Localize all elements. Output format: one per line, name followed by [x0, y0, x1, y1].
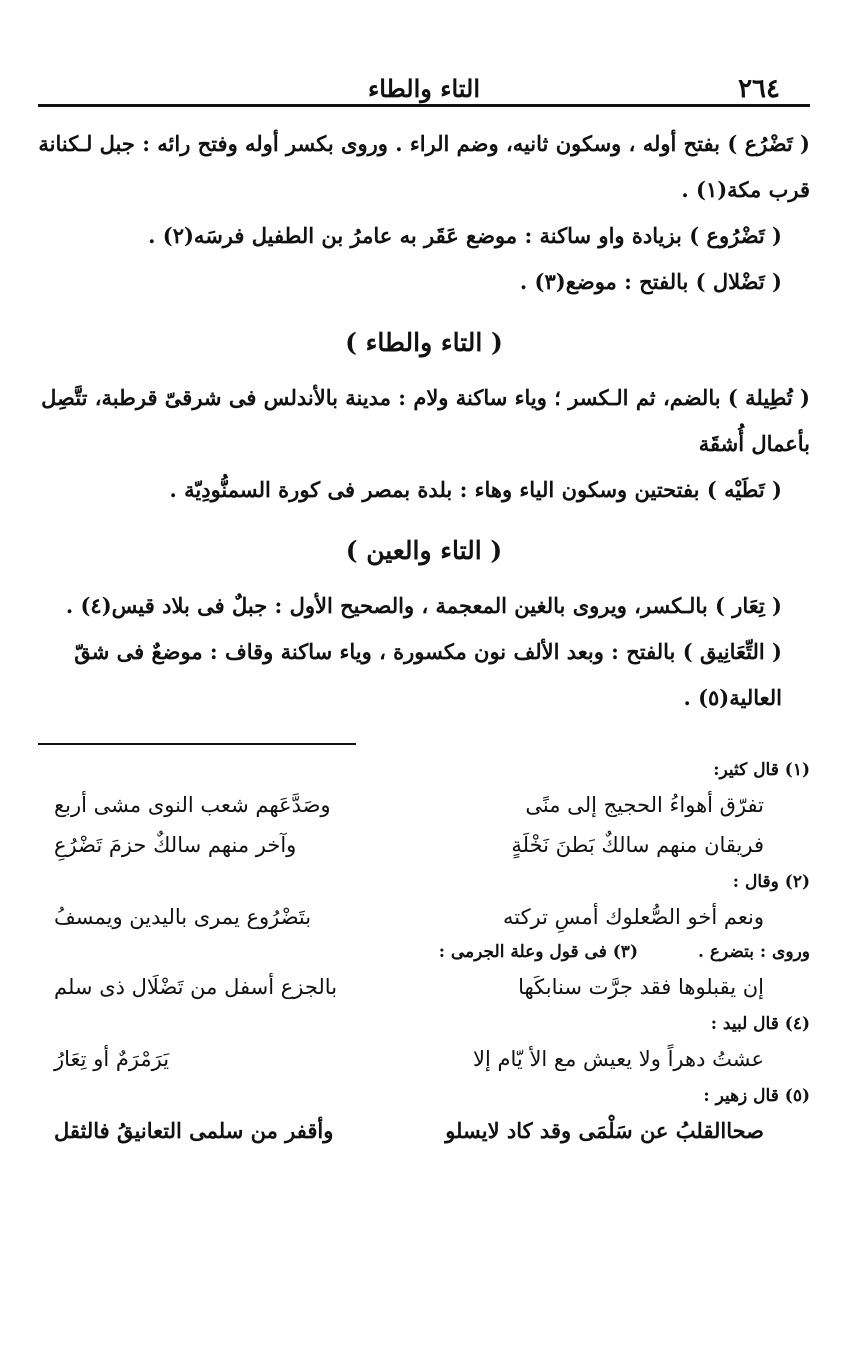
hemistich: وأقفر من سلمى التعانيقُ فالثقل	[54, 1118, 334, 1143]
hemistich: عشتُ دهراً ولا يعيش مع الأ يّام إلا	[473, 1047, 764, 1071]
footnote-3-label: (٣) فى قول وعلة الجرمى :	[438, 942, 638, 962]
footnote-2-label: (٢) وقال :	[732, 872, 810, 892]
entry-tadlal: ( تَضْلال ) بالفتح : موضع(٣) .	[519, 269, 782, 294]
entry-tiar: ( تِعَار ) بالـكسر، ويروى بالغين المعجمة ، والصحيح الأول : جبلٌ فى بلاد قيس(٤) .	[65, 593, 782, 618]
footnote-1-verse-1	[38, 785, 810, 825]
hemistich: يَرَمْرَمٌ أو تِعَارُ	[54, 1047, 170, 1071]
entry-tadru: ( تَضْرُع ) بفتح أوله ، وسكون ثانيه، وضم الراء . وروى بكسر أوله وفتح رائه : جبل لـكنانة قرب مكة(١) .	[38, 131, 810, 202]
footnote-1-verse-2	[38, 825, 810, 865]
entry-taaniq: ( التِّعَانِيق ) بالفتح : وبعد الألف نون مكسورة ، وياء ساكنة وقاف : موضعٌ فى شقّ العالية(٥) .	[74, 639, 782, 710]
hemistich: بتَضْرُوع يمرى باليدين ويمسفُ	[54, 905, 312, 929]
footnote-2-3-line	[38, 937, 810, 967]
main-text	[38, 121, 810, 721]
hemistich: وصَدَّعَهم شعب النوى مشى أربع	[54, 793, 331, 817]
footnote-2-verse-1	[38, 897, 810, 937]
entry-tutila: ( تُطِيلة ) بالضم، ثم الـكسر ؛ وياء ساكنة ولام : مدينة بالأندلس فى شرقىّ قرطبة، تتَّصِل بأعمال أُشقَة	[41, 385, 810, 456]
section-heading-taa-taa: ( التاء والطاء )	[345, 328, 503, 357]
entry-tatiyah: ( تَطَيْه ) بفتحتين وسكون الياء وهاء : بلدة بمصر فى كورة السمنُّودِيّة .	[169, 477, 782, 502]
footnote-3-verse-1	[38, 967, 810, 1007]
footnote-divider	[38, 743, 356, 745]
entry-tadruw: ( تَضْرُوع ) بزيادة واو ساكنة : موضع عَقَر به عامرُ بن الطفيل فرسَه(٢) .	[148, 223, 782, 248]
section-heading-taa-ayn: ( التاء والعين )	[345, 536, 503, 565]
footnote-5-label: (٥) قال زهير :	[703, 1086, 810, 1106]
hemistich: ونعم أخو الصُّعلوك أمسِ تركته	[502, 905, 764, 929]
footnote-4-label: (٤) قال لبيد :	[710, 1014, 810, 1034]
hemistich: إن يقبلوها فقد جرَّت سنابكَها	[518, 975, 764, 999]
hemistich: تفرّق أهواءُ الحجيج إلى منًى	[525, 793, 764, 817]
running-title: التاء والطاء	[367, 74, 481, 103]
book-page	[38, 70, 810, 1151]
hemistich: وآخر منهم سالكٌ حزمَ تَضْرُعِ	[54, 833, 297, 857]
footnote-2-note: وروى : بتضرع .	[697, 942, 810, 962]
footnote-5-verse-1	[38, 1111, 810, 1151]
footnote-4-verse-1	[38, 1039, 810, 1079]
footnote-1-label: (١) قال كثير:	[713, 760, 810, 780]
page-number: ٢٦٤	[738, 74, 780, 104]
page-header	[38, 70, 810, 107]
hemistich: بالجزع أسفل من تَضْلَال ذى سلم	[54, 975, 338, 999]
hemistich: فريقان منهم سالكٌ بَطنَ نَخْلَةٍ	[511, 833, 764, 857]
footnotes	[38, 755, 810, 1151]
hemistich: صحاالقلبُ عن سَلْمَى وقد كاد لايسلو	[445, 1118, 764, 1143]
